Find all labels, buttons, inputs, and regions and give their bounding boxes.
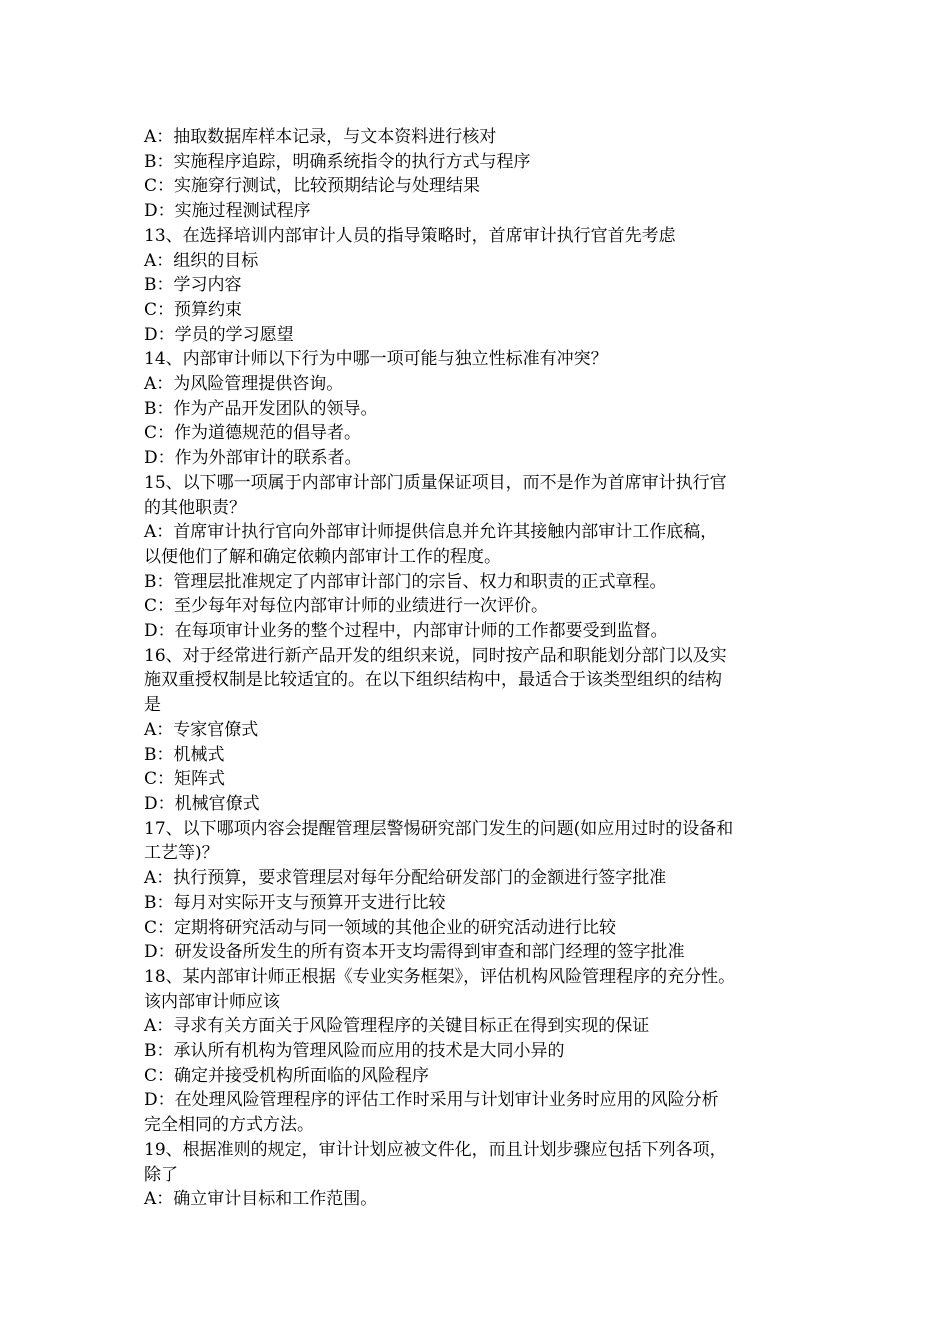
- text-line: D：研发设备所发生的所有资本开支均需得到审查和部门经理的签字批准: [144, 942, 685, 963]
- text-line: C：矩阵式: [144, 769, 226, 790]
- text-line: D：实施过程测试程序: [144, 201, 311, 222]
- text-line: 工艺等)？: [144, 843, 219, 864]
- text-line: C：确定并接受机构所面临的风险程序: [144, 1065, 430, 1086]
- text-line: 完全相同的方式方法。: [144, 1115, 314, 1136]
- text-line: 的其他职责？: [144, 497, 246, 518]
- text-line: B：每月对实际开支与预算开支进行比较: [144, 892, 446, 913]
- text-line: A：组织的目标: [144, 250, 259, 271]
- text-line: B：管理层批准规定了内部审计部门的宗旨、权力和职责的正式章程。: [144, 571, 667, 592]
- text-line: D：学员的学习愿望: [144, 324, 294, 345]
- text-line: B：机械式: [144, 744, 225, 765]
- text-line: 14、内部审计师以下行为中哪一项可能与独立性标准有冲突？: [144, 349, 608, 370]
- text-line: 施双重授权制是比较适宜的。在以下组织结构中，最适合于该类型组织的结构: [144, 670, 722, 691]
- text-line: A：抽取数据库样本记录，与文本资料进行核对: [144, 127, 497, 147]
- text-line: C：预算约束: [144, 299, 243, 320]
- document-body: [144, 125, 824, 1212]
- text-line: 17、以下哪项内容会提醒管理层警惕研究部门发生的问题(如应用过时的设备和: [144, 818, 734, 839]
- text-line: 15、以下哪一项属于内部审计部门质量保证项目，而不是作为首席审计执行官: [144, 472, 727, 493]
- text-line: 19、根据准则的规定，审计计划应被文件化，而且计划步骤应包括下列各项，: [144, 1139, 727, 1160]
- text-line: D：作为外部审计的联系者。: [144, 448, 362, 469]
- text-line: A：确立审计目标和工作范围。: [144, 1189, 378, 1210]
- text-line: C：定期将研究活动与同一领域的其他企业的研究活动进行比较: [144, 917, 617, 938]
- text-line: A：为风险管理提供咨询。: [144, 374, 344, 395]
- text-line: C：实施穿行测试，比较预期结论与处理结果: [144, 176, 481, 197]
- text-line: A：执行预算，要求管理层对每年分配给研发部门的金额进行签字批准: [144, 868, 667, 889]
- text-line: 18、某内部审计师正根据《专业实务框架》，评估机构风险管理程序的充分性。: [144, 966, 736, 987]
- text-line: D：在每项审计业务的整个过程中，内部审计师的工作都要受到监督。: [144, 621, 668, 642]
- text-line: D：在处理风险管理程序的评估工作时采用与计划审计业务时应用的风险分析: [144, 1090, 719, 1111]
- text-line: B：学习内容: [144, 275, 242, 296]
- text-line: 除了: [144, 1164, 178, 1185]
- text-line: B：承认所有机构为管理风险而应用的技术是大同小异的: [144, 1041, 565, 1062]
- text-line: C：至少每年对每位内部审计师的业绩进行一次评价。: [144, 596, 549, 617]
- text-line: 13、在选择培训内部审计人员的指导策略时，首席审计执行官首先考虑: [144, 225, 676, 246]
- text-line: D：机械官僚式: [144, 793, 260, 814]
- text-line: A：专家官僚式: [144, 719, 259, 740]
- text-line: A：首席审计执行官向外部审计师提供信息并允许其接触内部审计工作底稿，: [144, 522, 718, 543]
- text-line: 是: [144, 695, 161, 716]
- text-line: 以便他们了解和确定依赖内部审计工作的程度。: [144, 546, 501, 567]
- text-line: 16、对于经常进行新产品开发的组织来说，同时按产品和职能划分部门以及实: [144, 645, 727, 666]
- text-line: B：实施程序追踪，明确系统指令的执行方式与程序: [144, 151, 531, 172]
- text-line: B：作为产品开发团队的领导。: [144, 398, 378, 419]
- text-line: C：作为道德规范的倡导者。: [144, 423, 362, 444]
- text-line: A：寻求有关方面关于风险管理程序的关键目标正在得到实现的保证: [144, 1016, 650, 1037]
- text-line: 该内部审计师应该: [144, 991, 280, 1012]
